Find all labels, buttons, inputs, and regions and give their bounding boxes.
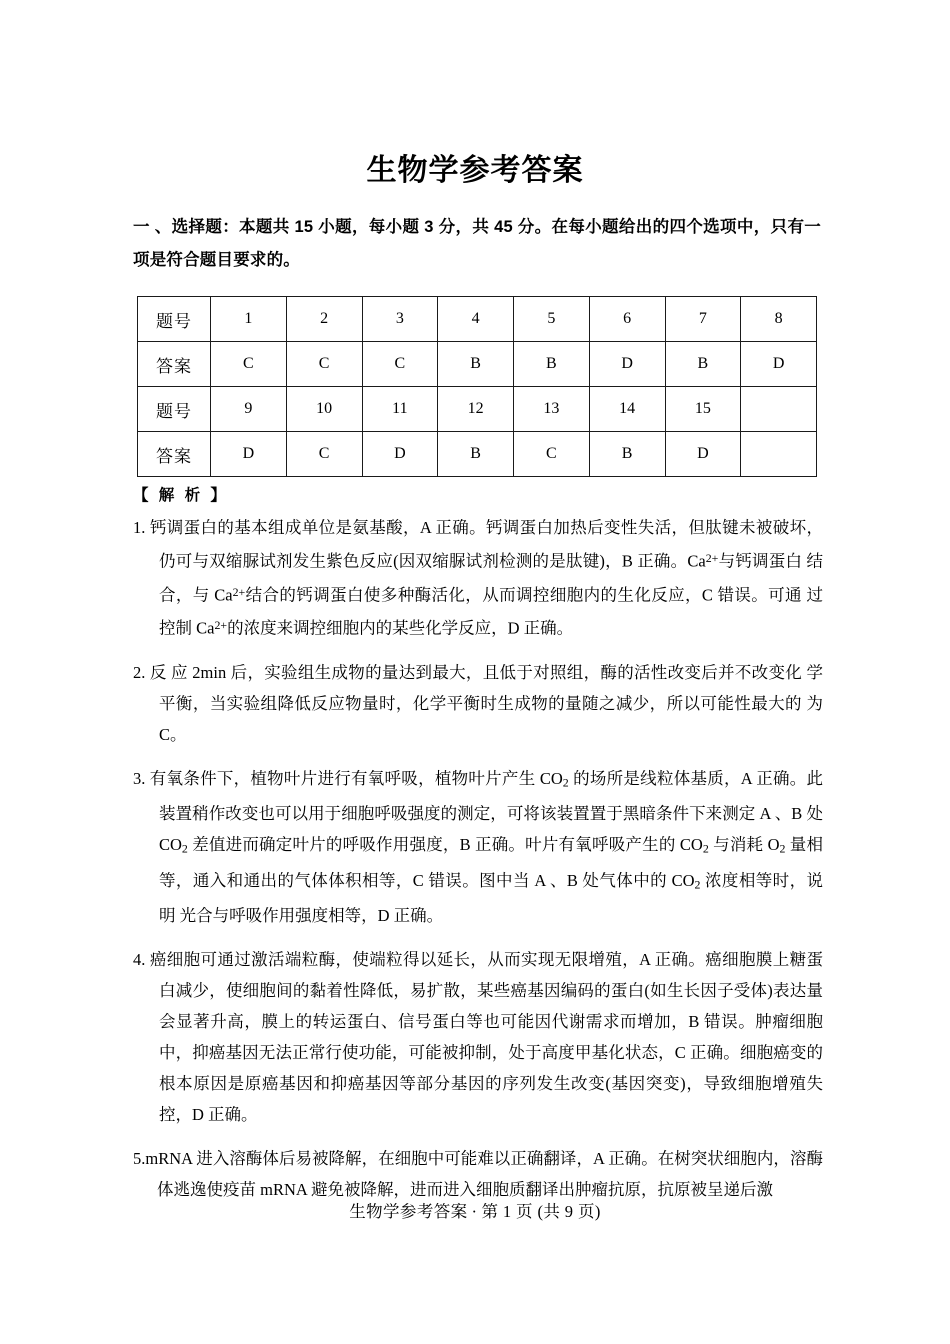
analysis-heading: 【 解 析 】 [133, 487, 229, 504]
answer-cell: D [362, 432, 438, 477]
question-number-cell: 10 [286, 387, 362, 432]
list-item [133, 1143, 823, 1205]
row-label-answer-1: 答案 [138, 342, 211, 387]
page-title: 生物学参考答案 [366, 153, 584, 189]
footer-separator: · [471, 1202, 478, 1221]
question-number-cell: 15 [665, 387, 741, 432]
table-row [138, 342, 817, 387]
row-label-question-1: 题号 [138, 297, 211, 342]
section-one-intro: 一 、选择题：本题共 15 小题，每小题 3 分，共 45 分。在每小题给出的四个选项中，只有一 项是符合题目要求的。 [133, 218, 821, 269]
explanation-3-text: 3. 有氧条件下，植物叶片进行有氧呼吸，植物叶片产生 $CO_2$ 的场所是线粒体基质，A 正确。此 装置稍作改变也可以用于细胞呼吸强度的测定，可将该装置置于黑暗条件下来测定 A 、B 处 $CO_2$ 差值进而确定叶片的呼吸作用强度，B 正确。叶片有氧呼吸产生的 $CO_2$ 与消耗 $O_2$ 量相 等，通入和通出的气体体积相等，C 错误。图中当 A 、B 处气体中的 $CO_2$ 浓度相等时，说明 光合与呼吸作用强度相等，D 正确。 [133, 768, 824, 926]
explanation-2-text: 2. 反 应 2min 后，实验组生成物的量达到最大，且低于对照组，酶的活性改变后并不改变化 学平衡，当实验组降低反应物量时，化学平衡时生成物的量随之减少，所以可能性最大的 为C。 [133, 662, 824, 744]
answer-cell: C [286, 432, 362, 477]
footer-page-number: 第 1 页 (共 9 页) [481, 1202, 601, 1221]
explanation-1-text: 1. 钙调蛋白的基本组成单位是氨基酸，A 正确。钙调蛋白加热后变性失活，但肽键未被破坏， 仍可与双缩脲试剂发生紫色反应(因双缩脲试剂检测的是肽键)，B 正确。$Ca^{2+}$与钙调蛋白 结合，与 $Ca^{2+}$结合的钙调蛋白使多种酶活化，从而调控细胞内的生化反应，C 错误。可通 过控制 $Ca^{2+}$的浓度来调控细胞内的某些化学反应，D 正确。 [133, 518, 824, 638]
answer-cell: D [589, 342, 665, 387]
answer-cell: C [211, 342, 287, 387]
question-number-cell: 5 [514, 297, 590, 342]
answer-cell: D [211, 432, 287, 477]
list-item [133, 763, 823, 932]
question-number-cell: 8 [741, 297, 817, 342]
table-row [138, 297, 817, 342]
table-row [138, 432, 817, 477]
answer-cell: B [438, 432, 514, 477]
explanation-4-text: 4. 癌细胞可通过激活端粒酶，使端粒得以延长，从而实现无限增殖，A 正确。癌细胞膜上糖蛋白减少，使细胞间的黏着性降低，易扩散，某些癌基因编码的蛋白(如生长因子受体)表达量会显著升高，膜上的转运蛋白、信号蛋白等也可能因代谢需求而增加，B 错误。肿瘤细胞中，抑癌基因无法正常行使功能，可能被抑制，处于高度甲基化状态，C 正确。细胞癌变的根本原因是原癌基因和抑癌基因等部分基因的序列发生改变(基因突变)，导致细胞增殖失控，D 正确。 [133, 950, 823, 1125]
answer-cell: B [514, 342, 590, 387]
list-item [133, 657, 823, 750]
question-number-cell: 11 [362, 387, 438, 432]
page-footer [0, 1198, 950, 1226]
table-row [138, 387, 817, 432]
answer-cell-empty [741, 432, 817, 477]
list-item [133, 944, 823, 1130]
row-label-answer-2: 答案 [138, 432, 211, 477]
question-number-cell: 4 [438, 297, 514, 342]
question-number-cell: 9 [211, 387, 287, 432]
answer-cell: B [665, 342, 741, 387]
question-number-cell: 6 [589, 297, 665, 342]
question-number-cell: 1 [211, 297, 287, 342]
answer-cell: C [514, 432, 590, 477]
question-number-cell: 14 [589, 387, 665, 432]
answer-cell: C [362, 342, 438, 387]
list-item [133, 512, 823, 644]
footer-title: 生物学参考答案 [349, 1202, 468, 1221]
row-label-question-2: 题号 [138, 387, 211, 432]
question-number-cell: 13 [514, 387, 590, 432]
answer-cell: D [741, 342, 817, 387]
answer-cell: B [438, 342, 514, 387]
answer-cell: C [286, 342, 362, 387]
question-number-cell: 7 [665, 297, 741, 342]
explanation-5-text: 5.mRNA 进入溶酶体后易被降解，在细胞中可能难以正确翻译，A 正确。在树突状细胞内，溶酶体逃逸使疫苗 mRNA 避免被降解，进而进入细胞质翻译出肿瘤抗原，抗原被呈递后激 [133, 1149, 823, 1200]
answer-cell: B [589, 432, 665, 477]
answer-key-table-body [138, 297, 817, 477]
question-number-cell-empty [741, 387, 817, 432]
answer-cell: D [665, 432, 741, 477]
analysis-list [133, 512, 823, 1218]
question-number-cell: 3 [362, 297, 438, 342]
answer-key-table [137, 296, 817, 477]
question-number-cell: 2 [286, 297, 362, 342]
question-number-cell: 12 [438, 387, 514, 432]
